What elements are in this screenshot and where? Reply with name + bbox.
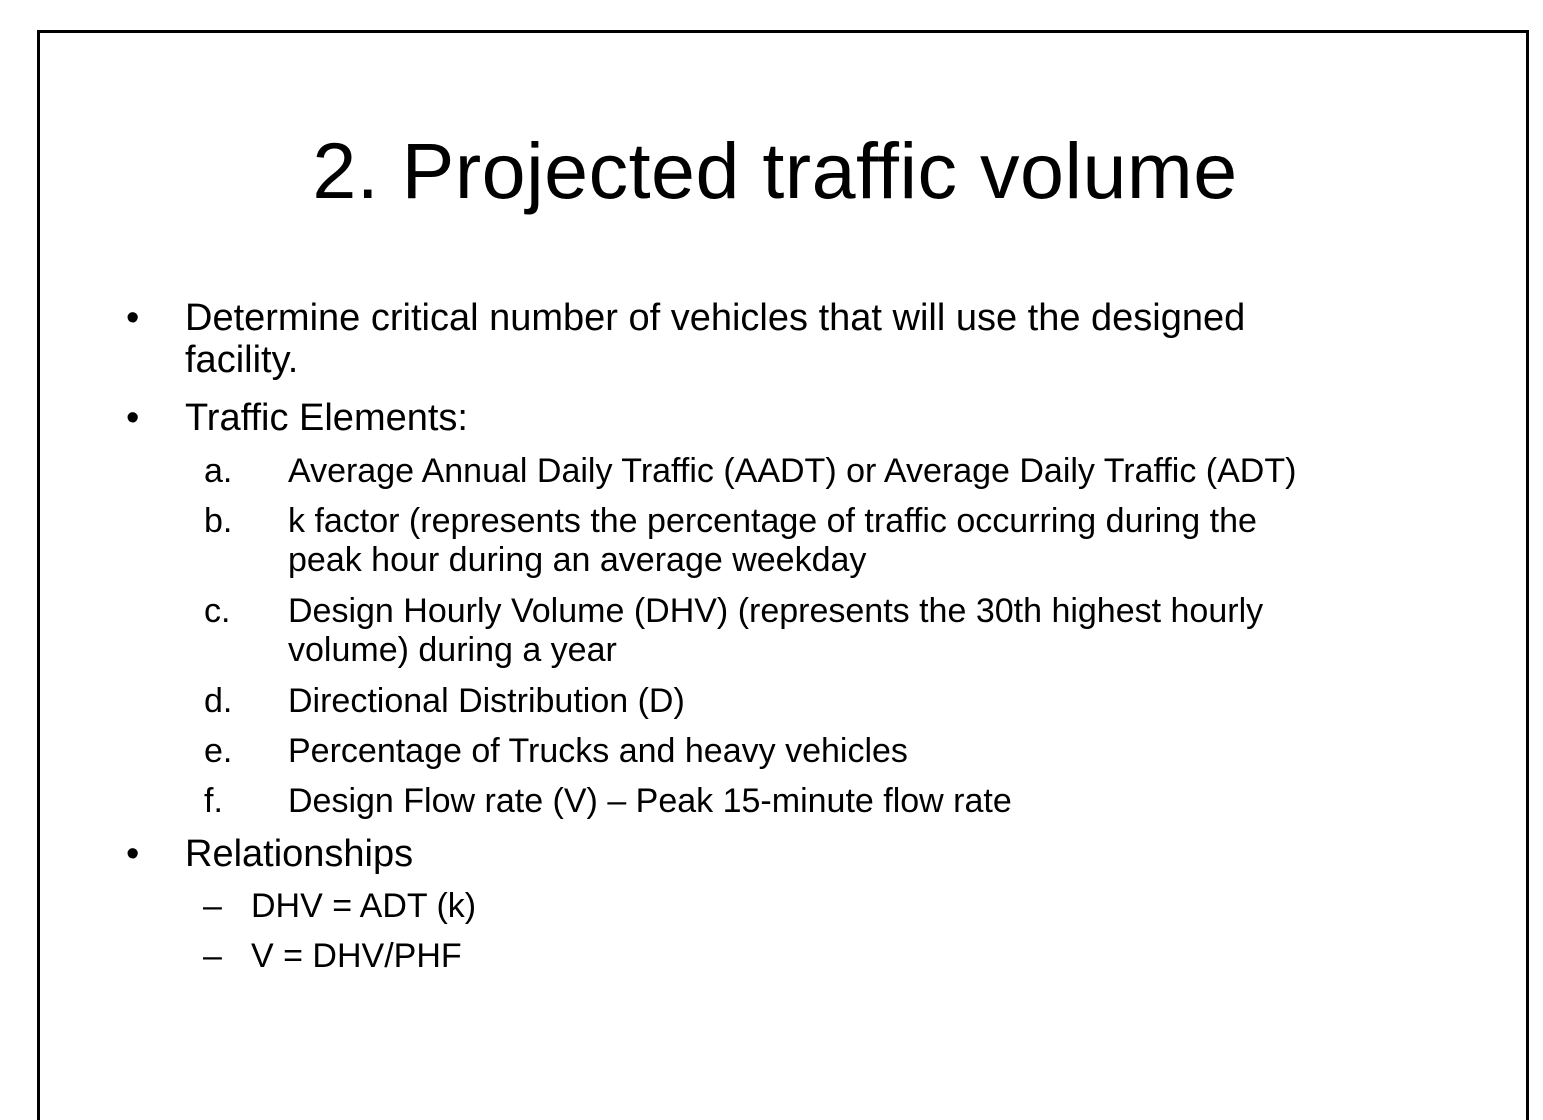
list-item-text: Average Annual Daily Traffic (AADT) or Average Daily Traffic (ADT) — [288, 452, 1297, 490]
list-item-text-line: Design Hourly Volume (DHV) (represents the 30th highest hourly — [288, 592, 1264, 630]
bullet-icon: • — [126, 397, 140, 439]
relationship-formula: V = DHV/PHF — [251, 937, 462, 975]
slide-frame — [37, 30, 1529, 1120]
dash-marker: – — [203, 937, 222, 975]
list-marker: e. — [204, 732, 233, 770]
list-item-text: Directional Distribution (D) — [288, 682, 685, 720]
list-marker: f. — [204, 782, 223, 820]
list-marker: c. — [204, 592, 231, 630]
bullet-text-line: facility. — [185, 339, 299, 381]
list-item-text: Percentage of Trucks and heavy vehicles — [288, 732, 908, 770]
list-item-text-line: peak hour during an average weekday — [288, 541, 867, 579]
bullet-icon: • — [126, 833, 140, 875]
dash-marker: – — [203, 887, 222, 925]
bullet-icon: • — [126, 297, 140, 339]
bullet-text — [185, 297, 1405, 381]
relationship-formula: DHV = ADT (k) — [251, 887, 477, 925]
bullet-text-line: Determine critical number of vehicles that will use the designed — [185, 297, 1246, 339]
list-marker: d. — [204, 682, 233, 720]
list-item-text — [288, 502, 1408, 580]
bullet-text: Traffic Elements: — [185, 397, 468, 439]
list-marker: b. — [204, 502, 233, 540]
bullet-text: Relationships — [185, 833, 414, 875]
list-item-text: Design Flow rate (V) – Peak 15-minute flow rate — [288, 782, 1012, 820]
list-item-text — [288, 592, 1408, 670]
list-item-text-line: k factor (represents the percentage of traffic occurring during the — [288, 502, 1257, 540]
list-item-text-line: volume) during a year — [288, 631, 617, 669]
list-marker: a. — [204, 452, 233, 490]
slide-title: 2. Projected traffic volume — [312, 126, 1238, 215]
